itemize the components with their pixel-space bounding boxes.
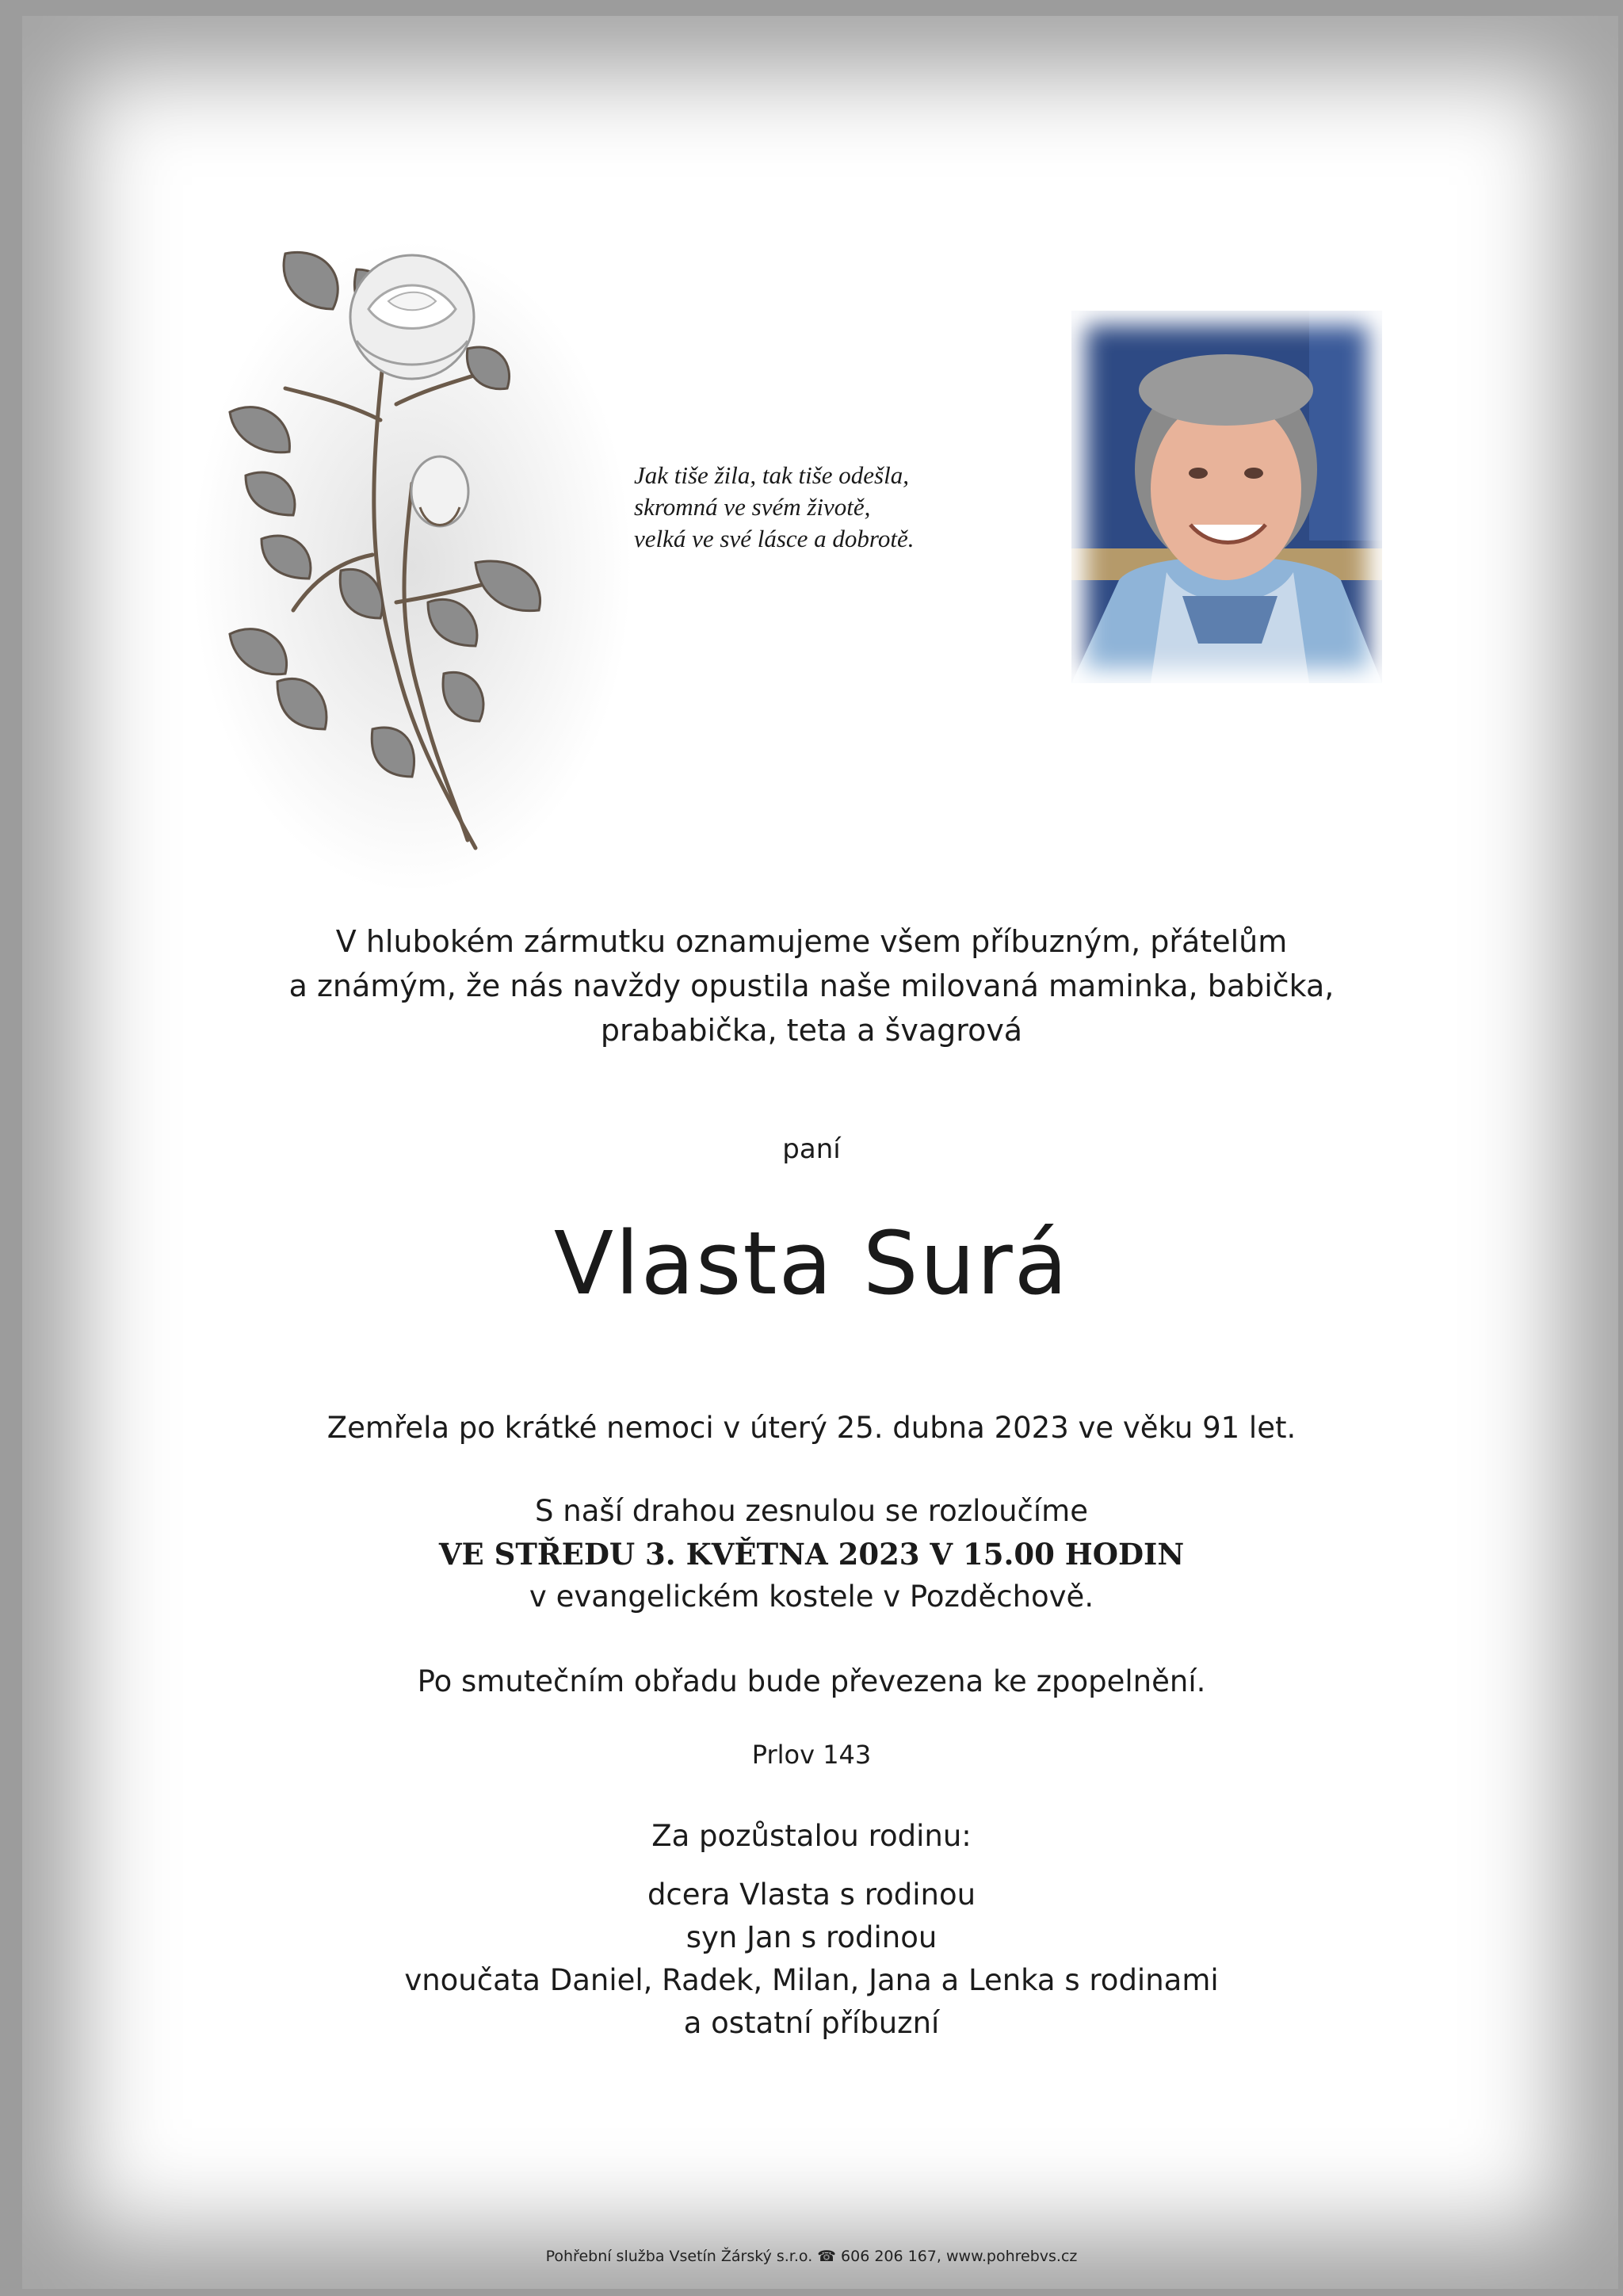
address: Prlov 143	[751, 1740, 872, 1770]
telephone-icon: ☎	[817, 2248, 836, 2265]
rose-leaf	[230, 629, 287, 674]
footer	[0, 2248, 1623, 2265]
footer-website[interactable]: www.pohrebvs.cz	[945, 2248, 1078, 2265]
rose-leaf	[475, 561, 540, 611]
quote-line: velká ve své lásce a dobrotě.	[634, 525, 915, 552]
family-member: a ostatní příbuzní	[683, 2006, 940, 2040]
family-member: vnoučata Daniel, Radek, Milan, Jana a Lenka s rodinami	[404, 1963, 1219, 1997]
death-info: Zemřela po krátké nemoci v úterý 25. dubna 2023 ve věku 91 let.	[327, 1411, 1296, 1445]
portrait-photo	[1071, 311, 1382, 683]
farewell-place: v evangelickém kostele v Pozděchově.	[529, 1580, 1094, 1614]
rose-leaf	[262, 536, 311, 579]
deceased-name: Vlasta Surá	[553, 1213, 1070, 1314]
announcement-line: V hlubokém zármutku oznamujeme všem příbuzným, přátelům	[335, 924, 1288, 959]
family-member: dcera Vlasta s rodinou	[647, 1878, 976, 1912]
rose-bloom	[350, 255, 474, 379]
rose-leaf	[467, 347, 509, 389]
announcement-line: a známým, že nás navždy opustila naše milovaná maminka, babička,	[288, 968, 1335, 1003]
farewell-intro: S naší drahou zesnulou se rozloučíme	[535, 1494, 1088, 1528]
quote-line: skromná ve svém životě,	[634, 493, 871, 521]
rose-leaf	[443, 672, 483, 721]
rose-leaf	[340, 569, 382, 618]
farewell-date-time: VE STŘEDU 3. KVĚTNA 2023 V 15.00 HODIN	[438, 1537, 1185, 1572]
family-member: syn Jan s rodinou	[685, 1920, 938, 1954]
farewell-block	[0, 1490, 1623, 1618]
photo-vignette	[1071, 311, 1382, 683]
footer-phone: 606 206 167,	[841, 2248, 941, 2265]
footer-company: Pohřební služba Vsetín Žárský s.r.o.	[545, 2248, 813, 2265]
rose-leaf	[428, 599, 477, 646]
family-block	[0, 1815, 1623, 2045]
rose-leaf	[230, 407, 289, 453]
cremation-note: Po smutečním obřadu bude převezena ke zpopelnění.	[417, 1664, 1206, 1698]
announcement-line: prababička, teta a švagrová	[600, 1013, 1023, 1048]
quote-line: Jak tiše žila, tak tiše odešla,	[634, 461, 909, 489]
rose-leaf	[372, 728, 414, 777]
rose-illustration	[214, 222, 610, 888]
honorific: paní	[782, 1133, 841, 1165]
memorial-quote	[634, 460, 1014, 555]
rose-leaf	[277, 678, 327, 729]
rose-leaf	[246, 472, 295, 515]
rose-leaf	[284, 252, 338, 309]
family-heading: Za pozůstalou rodinu:	[651, 1819, 972, 1853]
rose-bud	[411, 457, 468, 526]
announcement	[0, 919, 1623, 1052]
